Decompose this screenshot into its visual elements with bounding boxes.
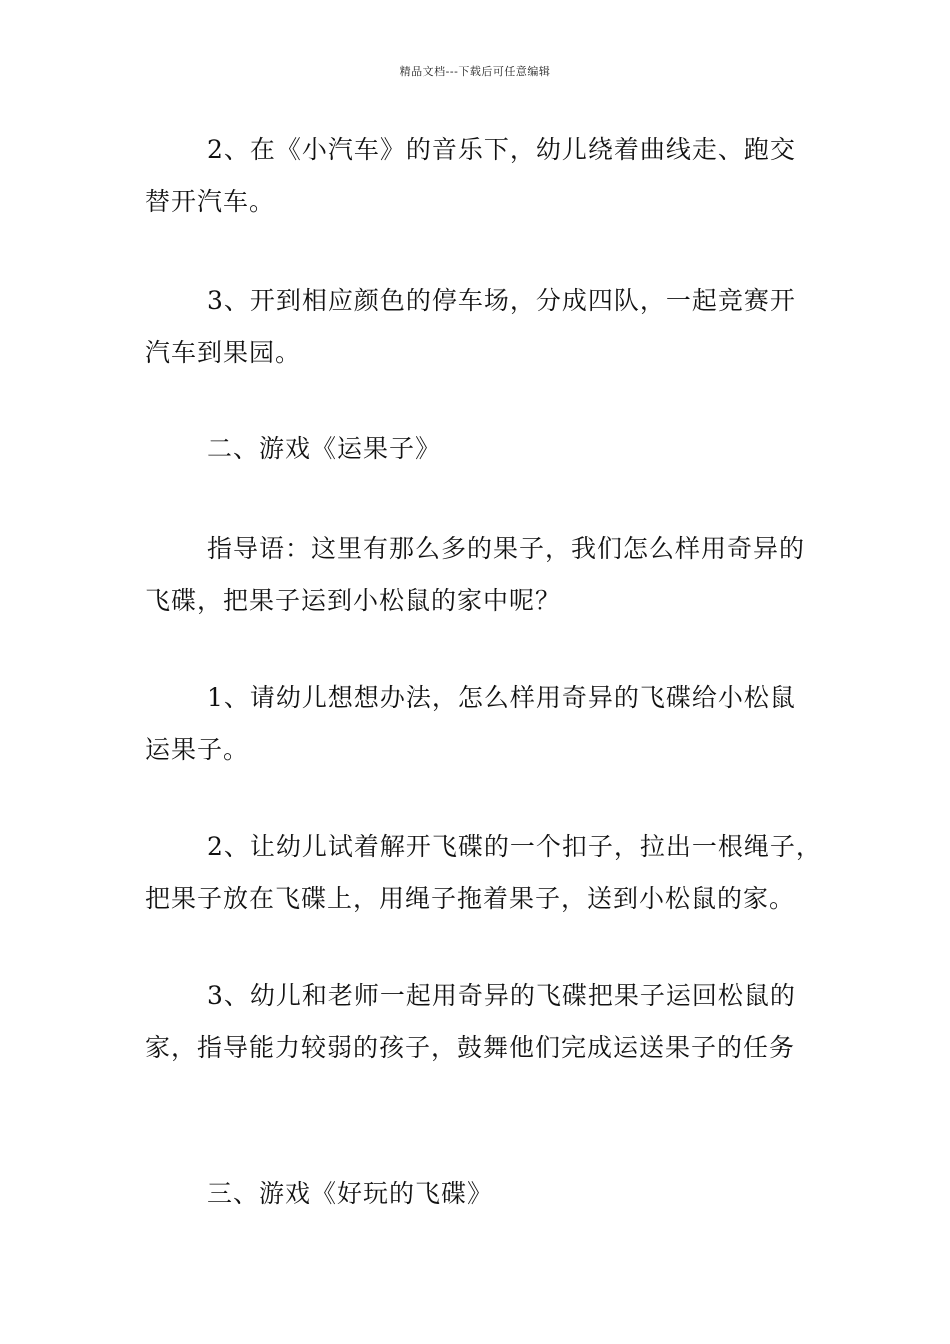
- section-heading-2-text: 二、游戏《运果子》: [207, 434, 442, 463]
- paragraph-step-2: [145, 821, 822, 925]
- paragraph-step-3-line-2: 家，指导能力较弱的孩子，鼓舞他们完成运送果子的任务: [145, 1033, 796, 1062]
- paragraph-step-2-line-2: 把果子放在飞碟上，用绳子拖着果子，送到小松鼠的家。: [145, 884, 796, 913]
- paragraph-guide: [145, 523, 810, 627]
- paragraph-step-1: [145, 672, 810, 776]
- page-header: 精品文档---下载后可任意编辑: [399, 65, 551, 78]
- paragraph-1: [145, 124, 810, 228]
- paragraph-2-line-2: 汽车到果园。: [145, 338, 302, 367]
- paragraph-step-1-line-2: 运果子。: [145, 735, 250, 764]
- paragraph-step-3: [145, 970, 810, 1074]
- paragraph-step-3-line-1: 3、幼儿和老师一起用奇异的飞碟把果子运回松鼠的: [207, 981, 796, 1010]
- paragraph-guide-line-2: 飞碟，把果子运到小松鼠的家中呢？: [145, 586, 562, 615]
- section-heading-3-text: 三、游戏《好玩的飞碟》: [207, 1179, 494, 1208]
- paragraph-guide-line-1: 指导语：这里有那么多的果子，我们怎么样用奇异的: [207, 534, 806, 563]
- paragraph-step-1-line-1: 1、请幼儿想想办法，怎么样用奇异的飞碟给小松鼠: [207, 683, 796, 712]
- section-heading-3: [207, 1168, 807, 1220]
- paragraph-1-line-2: 替开汽车。: [145, 187, 276, 216]
- paragraph-step-2-line-1: 2、让幼儿试着解开飞碟的一个扣子，拉出一根绳子，: [207, 832, 822, 861]
- paragraph-2-line-1: 3、开到相应颜色的停车场，分成四队，一起竞赛开: [207, 286, 796, 315]
- paragraph-1-line-1: 2、在《小汽车》的音乐下，幼儿绕着曲线走、跑交: [207, 135, 796, 164]
- section-heading-2: [207, 423, 807, 475]
- paragraph-2: [145, 275, 810, 379]
